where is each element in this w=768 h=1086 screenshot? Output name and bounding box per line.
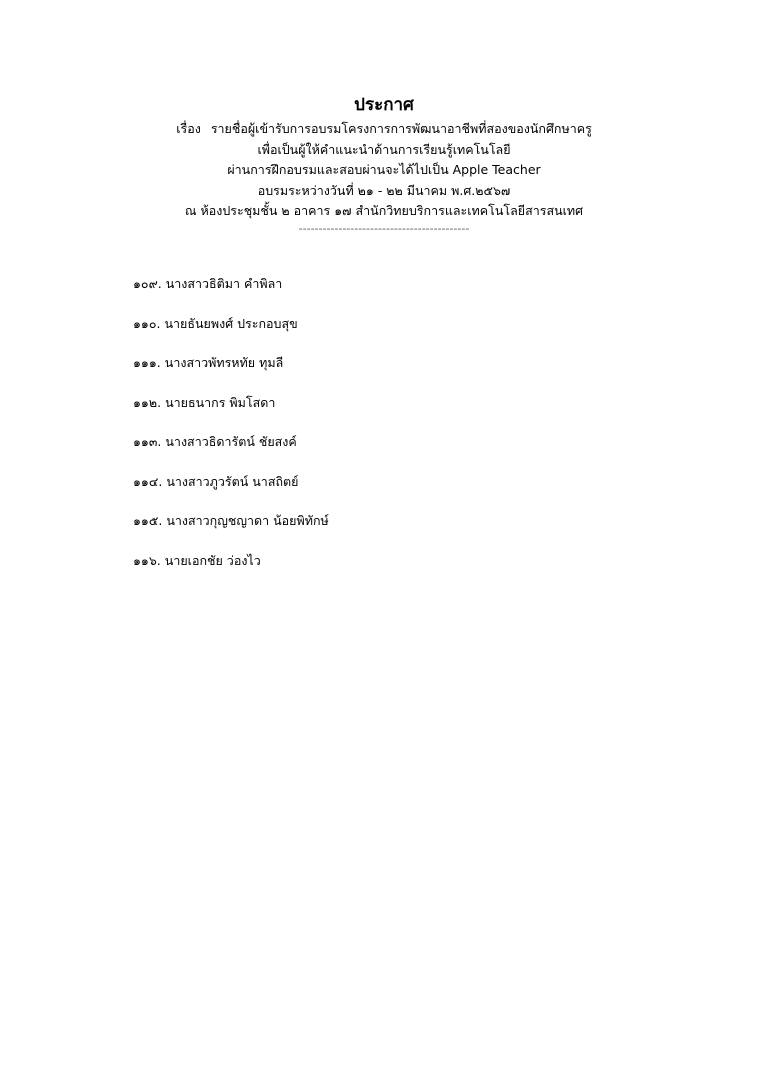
participant-list — [133, 274, 329, 590]
participant-name: นางสาวกุญชญาดา น้อยพิทักษ์ — [166, 513, 329, 528]
participant-name: นายธันยพงศ์ ประกอบสุข — [164, 315, 298, 331]
participant-name: นางสาวธิดารัตน์ ชัยสงค์ — [165, 434, 297, 449]
item-number: ๑๑๓. — [133, 434, 162, 449]
list-item — [133, 432, 329, 452]
announcement-header — [0, 93, 768, 236]
item-number: ๑๑๑. — [133, 355, 161, 370]
venue-line: ณ ห้องประชุมชั้น ๒ อาคาร ๑๗ สำนักวิทยบริการและเทคโนโลยีสารสนเทศ — [184, 203, 584, 218]
list-item — [133, 393, 329, 413]
item-number: ๑๑๖. — [133, 552, 161, 568]
participant-name: นางสาวธิติมา คำพิลา — [165, 276, 283, 291]
participant-name: นางสาวภูวรัตน์ นาสถิตย์ — [166, 473, 299, 489]
list-item — [133, 511, 329, 531]
divider-line: ------------------------------------------- — [298, 221, 470, 235]
list-item — [133, 274, 329, 294]
subject-line — [0, 119, 768, 140]
list-item — [133, 314, 329, 334]
list-item — [133, 551, 329, 571]
subject-label: เรื่อง — [176, 121, 201, 136]
participant-name: นายเอกชัย ว่องไว — [164, 552, 261, 568]
participant-name: นายธนากร พิมโสดา — [165, 394, 276, 410]
purpose-line: เพื่อเป็นผู้ให้คำแนะนำด้านการเรียนรู้เทคโนโลยี — [257, 141, 511, 157]
subject-text: รายชื่อผู้เข้ารับการอบรมโครงการการพัฒนาอาชีพที่สองของนักศึกษาครู — [210, 121, 592, 136]
item-number: ๑๑๕. — [133, 513, 163, 528]
list-item — [133, 472, 329, 492]
item-number: ๑๐๙. — [133, 276, 162, 291]
certification-line: ผ่านการฝึกอบรมและสอบผ่านจะได้ไปเป็น Apple Teacher — [227, 162, 541, 177]
date-line: อบรมระหว่างวันที่ ๒๑ - ๒๒ มีนาคม พ.ศ.๒๕๖๗ — [257, 182, 511, 198]
page-title: ประกาศ — [354, 95, 414, 115]
participant-name: นางสาวพัทรหทัย ทุมลี — [164, 355, 284, 370]
list-item — [133, 353, 329, 373]
item-number: ๑๑๔. — [133, 473, 163, 489]
item-number: ๑๑๒. — [133, 394, 162, 410]
item-number: ๑๑๐. — [133, 315, 161, 331]
